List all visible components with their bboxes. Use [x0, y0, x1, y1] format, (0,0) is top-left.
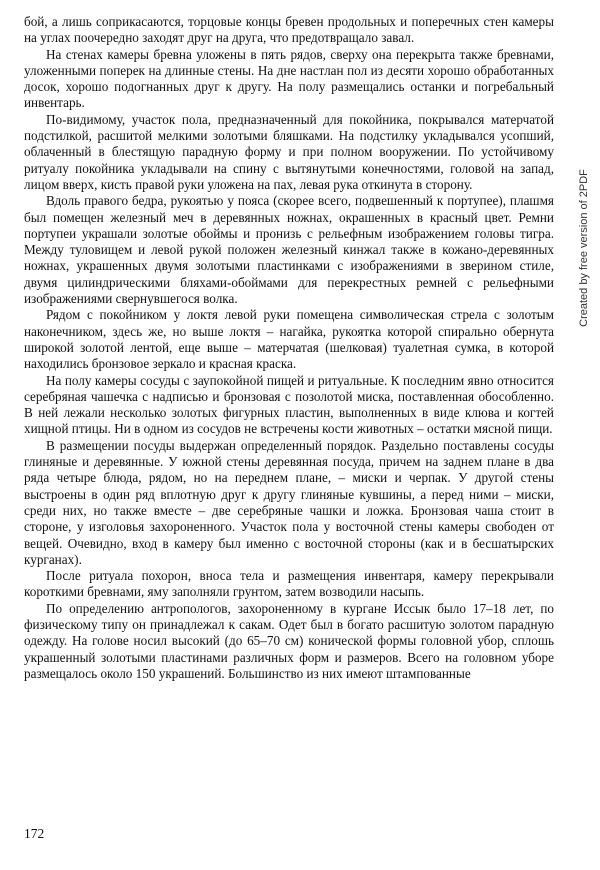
paragraph-1: бой, а лишь соприкасаются, торцовые концы бревен продольных и поперечных стен камеры на углах поочередно заходят друг на друга, что предотвращало завал. — [24, 14, 554, 46]
page-number: 172 — [24, 826, 45, 841]
paragraph-4: Вдоль правого бедра, рукоятью у пояса (скорее всего, подвешенный к портупее), плашмя был помещен железный меч в деревянных ножнах, окрашенных в красный цвет. Ремни портупеи украшали золотые обоймы и пронизь с рельефным изображением головы тигра. Между туловищем и левой рукой положен железный кинжал также в кожано-деревянных ножнах, украшенных двумя золотыми пластинками с изображениями в зверином стиле, двумя цилиндрическими бляхами-обоймами для перекрестных ремней с рельефными изображениями свернувшегося волка. — [24, 193, 554, 307]
paragraph-2: На стенах камеры бревна уложены в пять рядов, сверху она перекрыта также бревнами, уложенными поперек на длинные стены. На дне настлан пол из десяти хорошо обработанных досок, хорошо подогнанных друг к другу. На полу размещались останки и погребальный инвентарь. — [24, 46, 554, 111]
paragraph-6: На полу камеры сосуды с заупокойной пищей и ритуальные. К последним явно относится серебряная чашечка с надписью и бронзовая с позолотой миска, поставленная обособленно. В ней лежали несколько золотых фигурных пластин, выполненных в виде клюва и когтей хищной птицы. Ни в одном из сосудов не встречены кости животных – остатки мясной пищи. — [24, 372, 554, 437]
page-body — [24, 14, 554, 682]
paragraph-3: По-видимому, участок пола, предназначенный для покойника, покрывался матерчатой подстилкой, расшитой мелкими золотыми бляшками. На подстилку укладывался усопший, облаченный в блестящую парадную форму и при полном вооружении. По устойчивому ритуалу покойника укладывали на спину с вытянутыми конечностями, головой на запад, лицом вверх, кисть правой руки уложена на пах, левая рука откинута в сторону. — [24, 111, 554, 192]
watermark-text: Created by free version of 2PDF — [578, 169, 590, 327]
paragraph-7: В размещении посуды выдержан определенный порядок. Раздельно поставлены сосуды глиняные и деревянные. У южной стены деревянная посуда, причем на заднем плане в два ряда четыре блюда, рядом, но на переднем плане, – миски и черпак. У другой стены выстроены в один ряд вплотную друг к другу глиняные кувшины, а перед ними – миски, среди них, но также вместе – две серебряные чашки и ложка. Бронзовая чаша стоит в стороне, у изголовья захороненного. Участок пола у восточной стены камеры свободен от вещей. Очевидно, вход в камеру был именно с восточной стороны (как и в бесшатырских курганах). — [24, 437, 554, 567]
paragraph-8: После ритуала похорон, вноса тела и размещения инвентаря, камеру перекрывали короткими бревнами, яму заполняли грунтом, затем возводили насыпь. — [24, 568, 554, 600]
paragraph-9: По определению антропологов, захороненному в кургане Иссык было 17–18 лет, по физическому типу он принадлежал к сакам. Одет был в богато расшитую золотом парадную одежду. На голове носил высокий (до 65–70 см) конической формы головной убор, сплошь украшенный золотыми пластинами различных форм и размеров. Всего на головном уборе размещалось около 150 украшений. Большинство из них имеют штампованные — [24, 600, 554, 681]
paragraph-5: Рядом с покойником у локтя левой руки помещена символическая стрела с золотым наконечником, здесь же, но выше локтя – нагайка, рукоятка которой спирально обернута широкой золотой лентой, еще выше – матерчатая (шелковая) туалетная сумка, в которой находились бронзовое зеркало и красная краска. — [24, 307, 554, 372]
